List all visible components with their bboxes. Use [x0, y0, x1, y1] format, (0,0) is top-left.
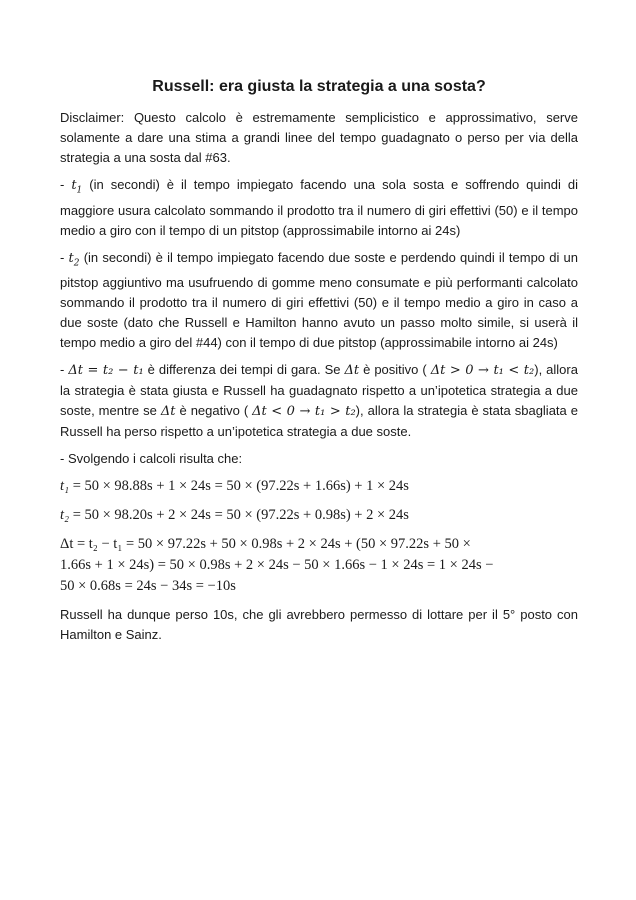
t2-definition-paragraph	[60, 248, 578, 354]
t2-prefix: -	[60, 249, 69, 265]
equation-t1: t₁ = 50 × 98.88s + 1 × 24s = 50 × (97.22s + 1.66s) + 1 × 24s	[60, 478, 409, 495]
t1-symbol: $t_1$	[71, 178, 83, 196]
t1-definition-text: (in secondi) è il tempo impiegato facendo una sola sosta e soffrendo quindi di maggiore usura calcolato sommando il prodotto tra il numero di giri effettivi (50) e il tempo medio a giro con il tempo di un pitstop (approssimabile intorno ai 24s)	[60, 177, 578, 238]
t1-prefix: -	[60, 177, 72, 192]
calculation-intro: - Svolgendo i calcoli risulta che:	[60, 451, 243, 467]
t2-definition-text: (in secondi) è il tempo impiegato facendo due soste e perdendo quindi il tempo di un pitstop aggiuntivo ma usufruendo di gomme meno consumate e più performanti calcolato sommando il prodotto tra il numero di giri effettivi (50) e il tempo medio a giro in caso a due soste (dato che Russell e Hamilton hanno avuto un passo molto simile, si userà il tempo medio a giro del #44) con il tempo di due pitstop (approssimabile intorno ai 24s)	[60, 249, 578, 351]
delta-t-symbol: Δt	[344, 363, 360, 379]
page-title: Russell: era giusta la strategia a una sosta?	[152, 78, 486, 95]
delta-t-symbol-2: Δt	[160, 404, 176, 420]
delta-t-definition-paragraph: - Δt = t₂ − t₁ è differenza dei tempi di gara. Se Δt è positivo ( Δt > 0 → t₁ < t₂), allora la strategia è stata giusta e Russell ha guadagnato rispetto a un’ipotetica strategia a due soste, mentre se Δt è negativo ( Δt < 0 → t₁ > t₂), allora la strategia è stata sbagliata e Russell ha perso rispetto a un’ipotetica strategia a due soste.	[60, 362, 578, 440]
t1-definition-paragraph	[60, 175, 578, 241]
delta-t-formula: Δt = t₂ − t₁	[68, 363, 144, 379]
equation-delta-t-line-1: Δt = t₂ − t₁ = 50 × 97.22s + 50 × 0.98s + 2 × 24s + (50 × 97.22s + 50 ×	[60, 536, 471, 553]
conclusion-paragraph: Russell ha dunque perso 10s, che gli avrebbero permesso di lottare per il 5° posto con Hamilton e Sainz.	[60, 607, 578, 643]
equation-delta-t-line-3: 50 × 0.68s = 24s − 34s = −10s	[60, 578, 236, 595]
equation-delta-t	[60, 534, 578, 597]
disclaimer-paragraph: Disclaimer: Questo calcolo è estremamente semplicistico e approssimativo, serve solamente a dare una stima a grandi linee del tempo guadagnato o perso per via della strategia a una sosta dal #63.	[60, 110, 578, 165]
equation-delta-t-line-2: 1.66s + 1 × 24s) = 50 × 0.98s + 2 × 24s − 50 × 1.66s − 1 × 24s = 1 × 24s −	[60, 557, 494, 574]
negative-condition: Δt < 0 → t₁ > t₂	[252, 404, 356, 420]
equation-t2: t₂ = 50 × 98.20s + 2 × 24s = 50 × (97.22s + 0.98s) + 2 × 24s	[60, 507, 409, 524]
t2-symbol: $t_2$	[68, 250, 80, 269]
document-page	[60, 76, 578, 652]
positive-condition: Δt > 0 → t₁ < t₂	[430, 363, 535, 379]
